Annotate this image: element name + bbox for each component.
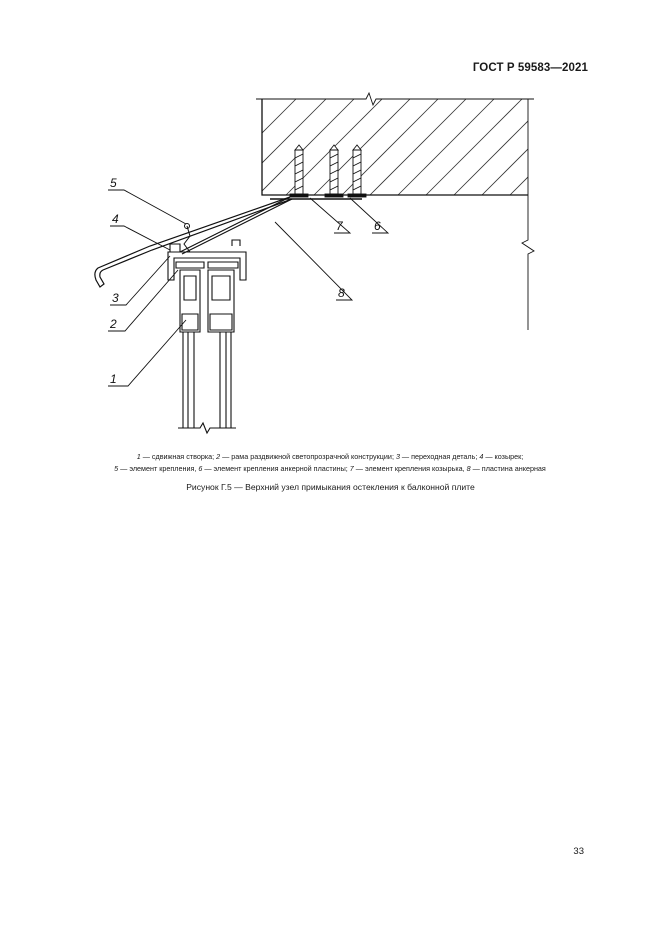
legend-num: 3 [395, 452, 400, 461]
legend-line-1 [30, 451, 630, 463]
callout-7: 7 [336, 219, 343, 233]
legend-text: — элемент крепления анкерной пластины; [202, 464, 350, 473]
legend-num: 5 [114, 464, 119, 473]
technical-drawing [0, 0, 661, 450]
legend-num: 8 [466, 464, 471, 473]
document-standard-number: ГОСТ Р 59583—2021 [472, 62, 588, 74]
leader-lines [108, 190, 388, 386]
page-number: 33 [573, 846, 584, 857]
figure-caption: Рисунок Г.5 — Верхний узел примыкания остекления к балконной плите [186, 482, 475, 492]
callout-8: 8 [338, 286, 345, 300]
legend-text: — сдвижная створка; [140, 452, 217, 461]
sliding-sash-profiles [178, 270, 236, 433]
legend-line-2 [30, 463, 630, 475]
callout-4: 4 [112, 212, 119, 226]
legend-num: 2 [216, 452, 221, 461]
callout-3: 3 [112, 291, 119, 305]
legend-text: — элемент крепления, [118, 464, 199, 473]
legend-text: — элемент крепления козырька, [353, 464, 467, 473]
legend-text: — переходная деталь; [399, 452, 480, 461]
callout-6: 6 [374, 219, 381, 233]
callout-5: 5 [110, 176, 117, 190]
callout-2: 2 [110, 317, 117, 331]
legend-text: — козырек; [483, 452, 524, 461]
legend-text: — пластина анкерная [470, 464, 546, 473]
legend-num: 7 [349, 464, 354, 473]
legend-num: 1 [136, 452, 141, 461]
figure-legend [30, 451, 630, 475]
legend-num: 6 [198, 464, 203, 473]
legend-text: — рама раздвижной светопрозрачной конструкции; [220, 452, 396, 461]
legend-num: 4 [479, 452, 484, 461]
callout-1: 1 [110, 372, 117, 386]
